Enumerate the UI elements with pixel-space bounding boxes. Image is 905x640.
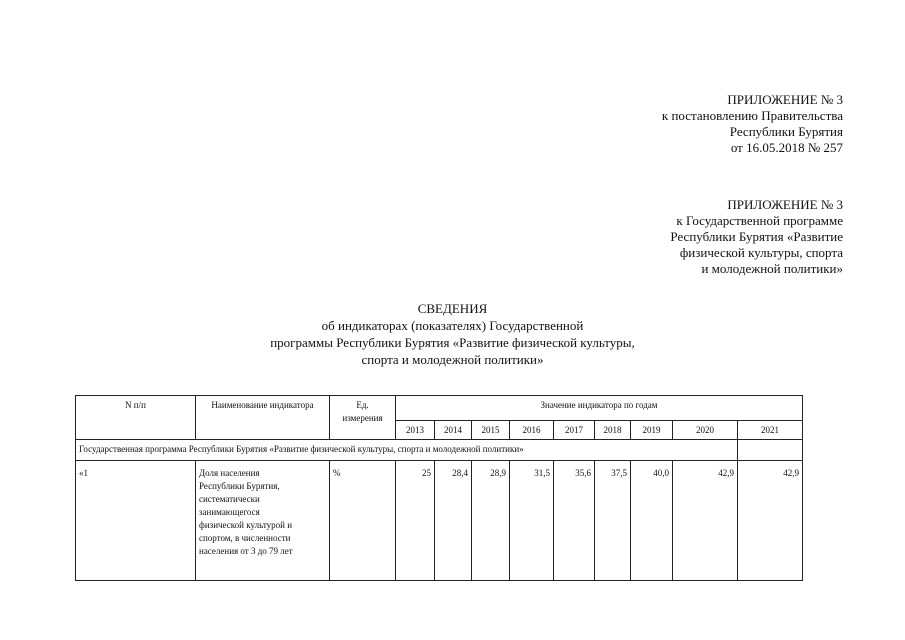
approval-line: Республики Бурятия «Развитие bbox=[670, 229, 843, 244]
year-header: 2018 bbox=[595, 421, 631, 440]
year-header: 2014 bbox=[435, 421, 472, 440]
indicator-name-line: Республики Бурятия, bbox=[199, 481, 280, 491]
approval-line: ПРИЛОЖЕНИЕ № 3 bbox=[727, 92, 843, 107]
program-row bbox=[76, 440, 803, 461]
program-name-cell: Государственная программа Республики Бурятия «Развитие физической культуры, спорта и молодежной политики» bbox=[76, 440, 738, 461]
header-unit-line: Ед. bbox=[356, 400, 369, 410]
approval-line: и молодежной политики» bbox=[701, 261, 843, 276]
title-line: программы Республики Бурятия «Развитие физической культуры, bbox=[270, 335, 635, 350]
year-header: 2016 bbox=[510, 421, 554, 440]
value-cell: 31,5 bbox=[510, 461, 554, 581]
row-indicator-name bbox=[196, 461, 330, 581]
indicators-table bbox=[75, 395, 803, 581]
approval-stamp-program bbox=[670, 197, 843, 277]
indicator-name-line: спортом, в численности bbox=[199, 533, 291, 543]
program-empty-cell bbox=[738, 440, 803, 461]
value-cell: 37,5 bbox=[595, 461, 631, 581]
value-cell: 42,9 bbox=[738, 461, 803, 581]
header-number: N п/п bbox=[76, 396, 196, 440]
document-title bbox=[0, 300, 905, 368]
indicator-name-line: населения от 3 до 79 лет bbox=[199, 546, 293, 556]
value-cell: 28,9 bbox=[472, 461, 510, 581]
table-header-row bbox=[76, 396, 803, 421]
title-line: СВЕДЕНИЯ bbox=[417, 301, 488, 316]
indicator-name-line: Доля населения bbox=[199, 468, 260, 478]
value-cell: 35,6 bbox=[554, 461, 595, 581]
title-line: спорта и молодежной политики» bbox=[361, 352, 544, 367]
approval-line: физической культуры, спорта bbox=[679, 245, 843, 260]
approval-line: ПРИЛОЖЕНИЕ № 3 bbox=[727, 197, 843, 212]
year-header: 2017 bbox=[554, 421, 595, 440]
indicator-name-line: систематически bbox=[199, 494, 260, 504]
year-header: 2015 bbox=[472, 421, 510, 440]
header-unit-line: измерения bbox=[342, 413, 383, 423]
title-line: об индикаторах (показателях) Государственной bbox=[321, 318, 584, 333]
year-header: 2019 bbox=[631, 421, 673, 440]
header-values-by-year: Значение индикатора по годам bbox=[396, 396, 803, 421]
header-unit bbox=[330, 396, 396, 440]
header-indicator-name: Наименование индикатора bbox=[196, 396, 330, 440]
approval-line: Республики Бурятия bbox=[729, 124, 843, 139]
indicator-name-line: физической культурой и bbox=[199, 520, 293, 530]
row-unit: % bbox=[330, 461, 396, 581]
year-header: 2020 bbox=[673, 421, 738, 440]
value-cell: 25 bbox=[396, 461, 435, 581]
value-cell: 40,0 bbox=[631, 461, 673, 581]
value-cell: 42,9 bbox=[673, 461, 738, 581]
approval-line: к постановлению Правительства bbox=[661, 108, 843, 123]
approval-stamp-resolution bbox=[662, 92, 843, 156]
value-cell: 28,4 bbox=[435, 461, 472, 581]
row-number: «1 bbox=[76, 461, 196, 581]
table-row bbox=[76, 461, 803, 581]
approval-line: к Государственной программе bbox=[676, 213, 843, 228]
year-header: 2013 bbox=[396, 421, 435, 440]
approval-line: от 16.05.2018 № 257 bbox=[730, 140, 843, 155]
year-header: 2021 bbox=[738, 421, 803, 440]
indicator-name-line: занимающегося bbox=[199, 507, 260, 517]
